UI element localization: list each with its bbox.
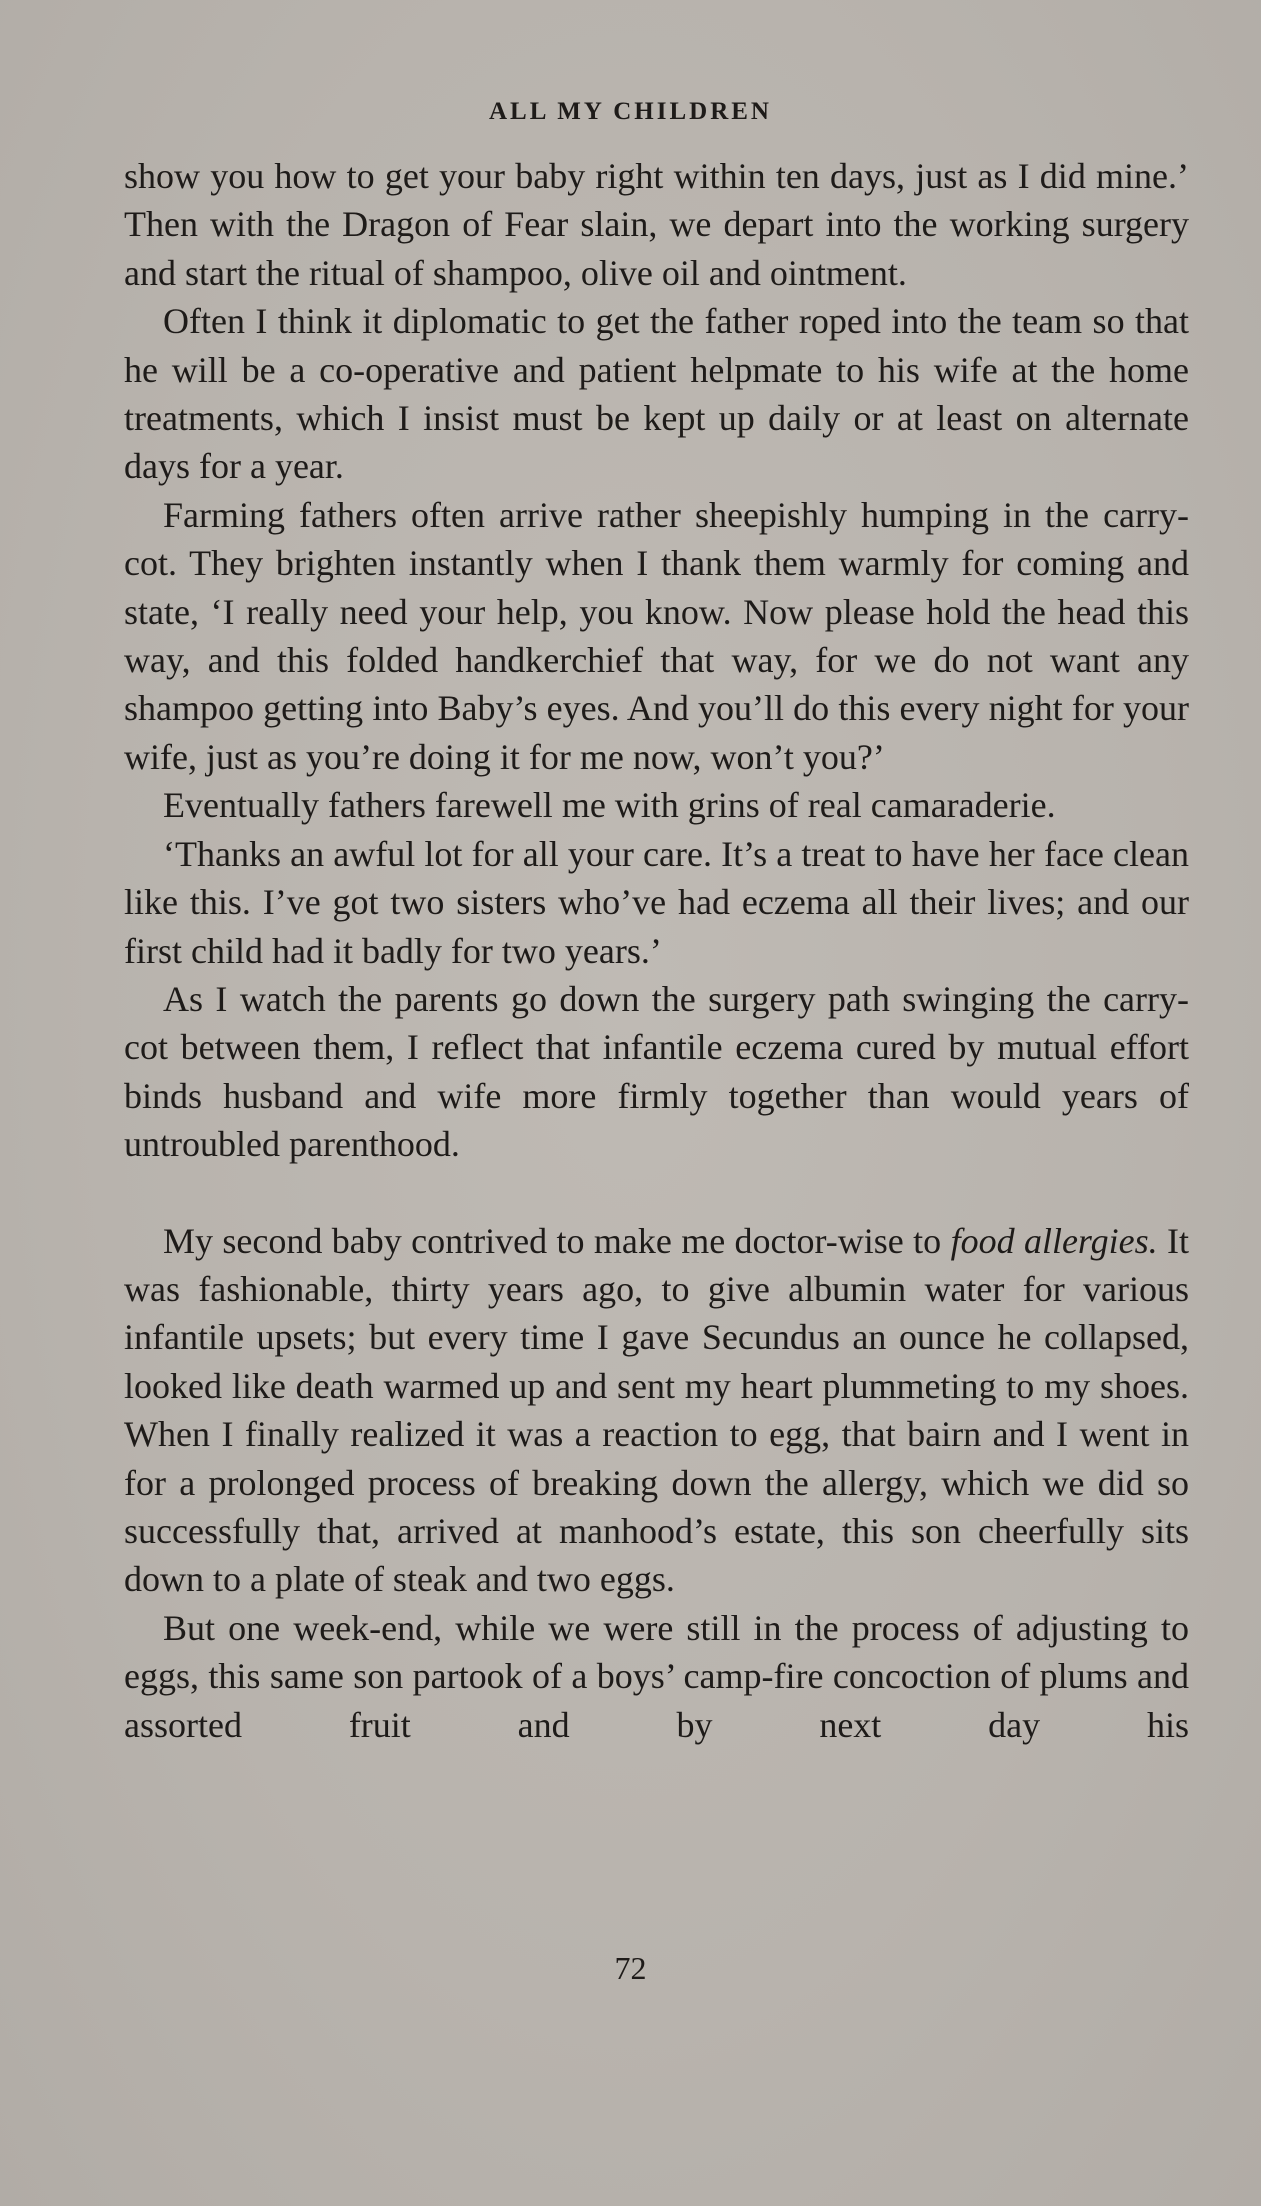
page-number: 72	[614, 1950, 647, 1986]
paragraph-food-allergies	[124, 1217, 1189, 1604]
paragraph-father-team: Often I think it diplomatic to get the father roped into the team so that he will be a co-operative and patient helpmate to his wife at the home treatments, which I insist must be kept up daily or at least on alternate days for a year.	[124, 301, 1189, 487]
running-head-title: ALL MY CHILDREN	[489, 98, 772, 125]
section-break	[124, 1169, 1189, 1217]
paragraph-thanks-quote: ‘Thanks an awful lot for all your care. It’s a treat to have her face clean like this. I’ve got two sisters who’ve had eczema all their lives; and our first child had it badly for two years.’	[124, 833, 1189, 971]
paragraph-farming-fathers: Farming fathers often arrive rather sheepishly humping in the carry-cot. They brighten instantly when I thank them warmly for coming and state, ‘I really need your help, you know. Now please hold the head this way, and this folded handkerchief that way, for we do not want any shampoo getting into Baby’s eyes. And you’ll do this every night for your wife, just as you’re doing it for me now, won’t you?’	[124, 494, 1189, 777]
paragraph-camaraderie: Eventually fathers farewell me with grins of real camaraderie.	[163, 785, 1056, 826]
allergies-text-start: My second baby contrived to make me doctor-wise to	[163, 1220, 951, 1261]
paragraph-parents-path: As I watch the parents go down the surgery path swinging the carry-cot between them, I reflect that infantile eczema cured by mutual effort binds husband and wife more firmly together than would years of untroubled parenthood.	[124, 978, 1189, 1165]
body-text	[124, 152, 1189, 1749]
paragraph-week-end: But one week-end, while we were still in the process of adjusting to eggs, this same son partook of a boys’ camp-fire concoction of plums and assorted fruit and by next day his	[124, 1607, 1189, 1745]
paragraph-continued: show you how to get your baby right within ten days, just as I did mine.’ Then with the Dragon of Fear slain, we depart into the working surgery and start the ritual of shampoo, olive oil and ointment.	[124, 156, 1189, 293]
allergies-text-rest: It was fashionable, thirty years ago, to give albumin water for various infantile upsets; but every time I gave Secundus an ounce he collapsed, looked like death warmed up and sent my heart plummeting to my shoes. When I finally realized it was a reaction to egg, that bairn and I went in for a prolonged process of breaking down the allergy, which we did so successfully that, arrived at manhood’s estate, this son cheerfully sits down to a plate of steak and two eggs.	[124, 1220, 1189, 1600]
allergies-italic-term: food allergies.	[950, 1220, 1158, 1261]
